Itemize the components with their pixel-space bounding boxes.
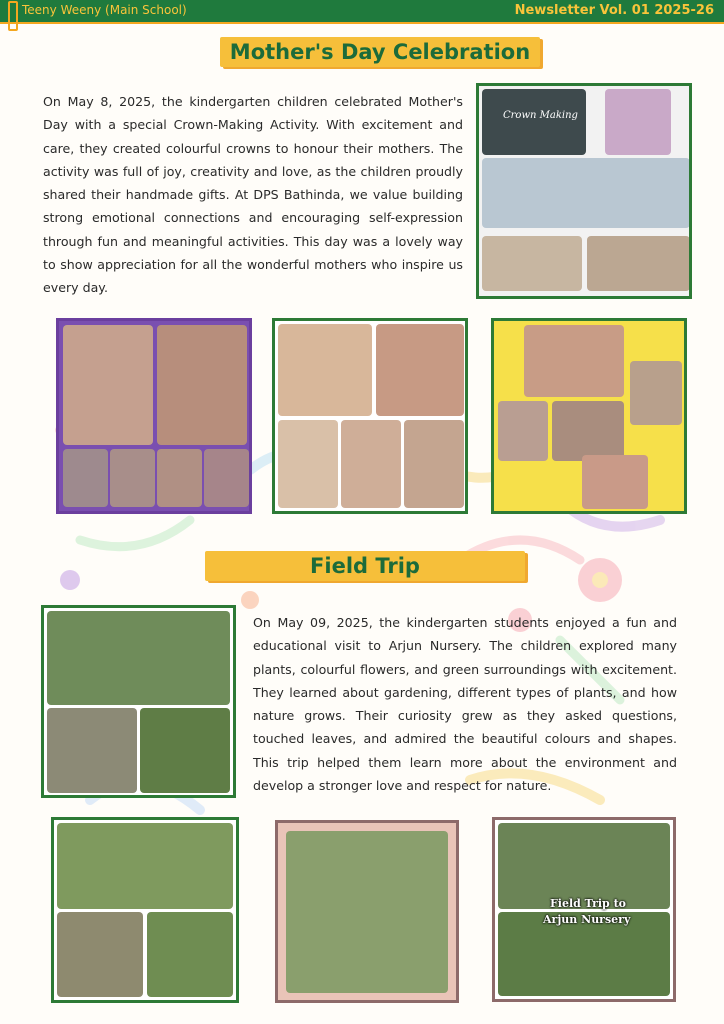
kids-crafting-tile	[63, 325, 153, 445]
mother-child-crown-tile-3	[278, 420, 338, 508]
school-name-text: Teeny Weeny (Main School)	[22, 3, 187, 17]
children-table-tile	[482, 158, 690, 228]
mother-child-crown-tile-8	[498, 401, 548, 461]
header-bar	[0, 0, 724, 24]
children-table-tile-3	[587, 236, 690, 291]
kids-crafting-tile-3	[63, 449, 108, 507]
school-name	[8, 2, 187, 19]
field-trip-photo-2	[51, 817, 239, 1003]
mother-child-crown-tile-9	[552, 401, 624, 461]
kids-crafting-tile-6	[204, 449, 249, 507]
students-in-nursery-tile	[47, 611, 230, 705]
students-in-nursery-tile-3	[140, 708, 230, 793]
mother-child-crown-tile-4	[341, 420, 401, 508]
mothers-day-title: Mother's Day Celebration	[220, 37, 540, 67]
child-crafting-tile	[605, 89, 671, 155]
kids-crafting-tile-2	[157, 325, 247, 445]
students-plants-tile-2	[57, 912, 143, 997]
mothers-day-photo-3	[491, 318, 687, 514]
mother-child-crown-tile-7	[630, 361, 682, 425]
students-plants-tile-3	[147, 912, 233, 997]
crown-making-collage-photo	[476, 83, 692, 299]
field-trip-photo-3	[275, 820, 459, 1003]
field-trip-caption-line-2: Arjun Nursery	[543, 913, 631, 926]
mothers-day-paragraph: On May 8, 2025, the kindergarten children celebrated Mother's Day with a special Crown-Making Activity. With excitement and care, they created colourful crowns to honour their mothers. The activity was full of joy, creativity and love, as the children proudly shared their handmade gifts. At DPS Bathinda, we value building strong emotional connections and encouraging self-expression through fun and meaningful activities. This day was a lovely way to show appreciation for all the wonderful mothers who inspire us every day.	[43, 94, 463, 296]
kids-crafting-tile-4	[110, 449, 155, 507]
students-in-nursery-tile-2	[47, 708, 137, 793]
mother-child-crown-tile-6	[524, 325, 624, 397]
mothers-day-photo-2	[272, 318, 468, 514]
mothers-day-photo-1	[56, 318, 252, 514]
palm-trees-tile	[286, 831, 448, 993]
newsletter-issue: Newsletter Vol. 01 2025-26	[514, 3, 714, 18]
children-table-tile-2	[482, 236, 582, 291]
field-trip-caption-line-1: Field Trip to	[550, 897, 626, 910]
students-plants-tile	[57, 823, 233, 909]
chalkboard-tile	[482, 89, 586, 155]
field-trip-paragraph: On May 09, 2025, the kindergarten students enjoyed a fun and educational visit to Arjun Nursery. The children explored many plants, colourful flowers, and green surroundings with excitement. They learned about gardening, different types of plants, and how nature grows. Their curiosity grew as they asked questions, touched leaves, and admired the beautiful colours and shapes. This trip helped them learn more about the environment and develop a stronger love and respect for nature.	[253, 615, 677, 794]
kids-crafting-tile-5	[157, 449, 202, 507]
field-trip-photo-1	[41, 605, 236, 798]
chalkboard-text: Crown Making	[503, 110, 578, 121]
mother-child-crown-tile-5	[404, 420, 464, 508]
mother-child-crown-tile-10	[582, 455, 648, 509]
header-bracket-icon	[8, 1, 18, 31]
mother-child-crown-tile-2	[376, 324, 464, 416]
field-trip-photo-4	[492, 817, 676, 1002]
field-trip-title: Field Trip	[205, 551, 525, 581]
mother-child-crown-tile	[278, 324, 372, 416]
